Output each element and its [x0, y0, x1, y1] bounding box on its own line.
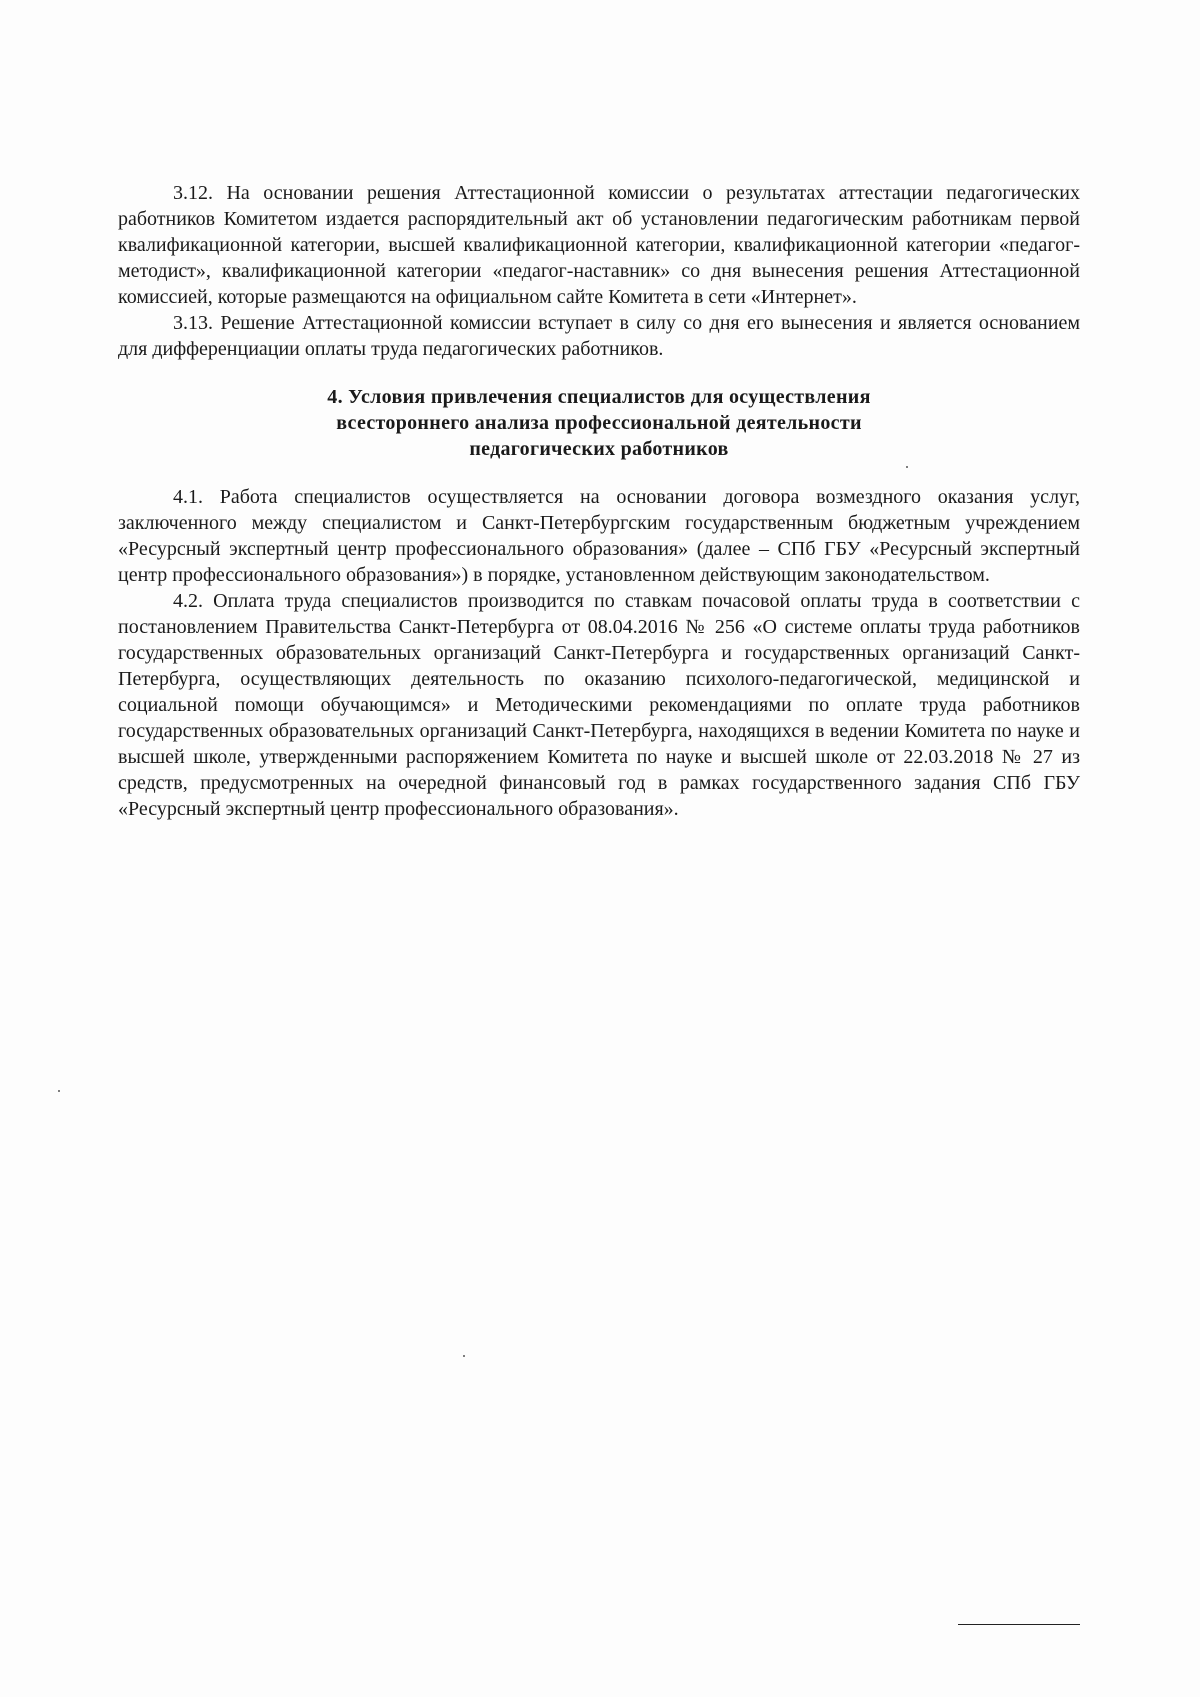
- paragraph-3-13: 3.13. Решение Аттестационной комиссии вступает в силу со дня его вынесения и является основанием для дифференциации оплаты труда педагогических работников.: [118, 312, 1080, 360]
- section-4-title: [118, 384, 1080, 462]
- paragraph-3-12: 3.12. На основании решения Аттестационной комиссии о результатах аттестации педагогических работников Комитетом издается распорядительный акт об установлении педагогическим работникам первой квалификационной категории, высшей квалификационной категории, квалификационной категории «педагог-методист», квалификационной категории «педагог-наставник» со дня вынесения решения Аттестационной комиссией, которые размещаются на официальном сайте Комитета в сети «Интернет».: [118, 182, 1080, 308]
- scan-speck: [58, 1090, 60, 1092]
- paragraph-4-1: 4.1. Работа специалистов осуществляется на основании договора возмездного оказания услуг, заключенного между специалистом и Санкт-Петербургским государственным бюджетным учреждением «Ресурсный экспертный центр профессионального образования» (далее – СПб ГБУ «Ресурсный экспертный центр профессионального образования») в порядке, установленном действующим законодательством.: [118, 486, 1080, 586]
- paragraph-4-2: 4.2. Оплата труда специалистов производится по ставкам почасовой оплаты труда в соответствии с постановлением Правительства Санкт-Петербурга от 08.04.2016 № 256 «О системе оплаты труда работников государственных образовательных организаций Санкт-Петербурга и государственных организаций Санкт-Петербурга, осуществляющих деятельность по оказанию психолого-педагогической, медицинской и социальной помощи обучающимся» и Методическими рекомендациями по оплате труда работников государственных образовательных организаций Санкт-Петербурга, находящихся в ведении Комитета по науке и высшей школе, утвержденными распоряжением Комитета по науке и высшей школе от 22.03.2018 № 27 из средств, предусмотренных на очередной финансовый год в рамках государственного задания СПб ГБУ «Ресурсный экспертный центр профессионального образования».: [118, 590, 1080, 820]
- section-4-title-line-3: педагогических работников: [469, 438, 729, 460]
- scan-speck: [906, 466, 908, 468]
- section-4-title-line-1: 4. Условия привлечения специалистов для осуществления: [327, 386, 871, 408]
- document-body: [118, 180, 1080, 822]
- section-4-title-line-2: всестороннего анализа профессиональной деятельности: [336, 412, 862, 434]
- scan-speck: [463, 1355, 465, 1357]
- footer-rule: [958, 1624, 1080, 1625]
